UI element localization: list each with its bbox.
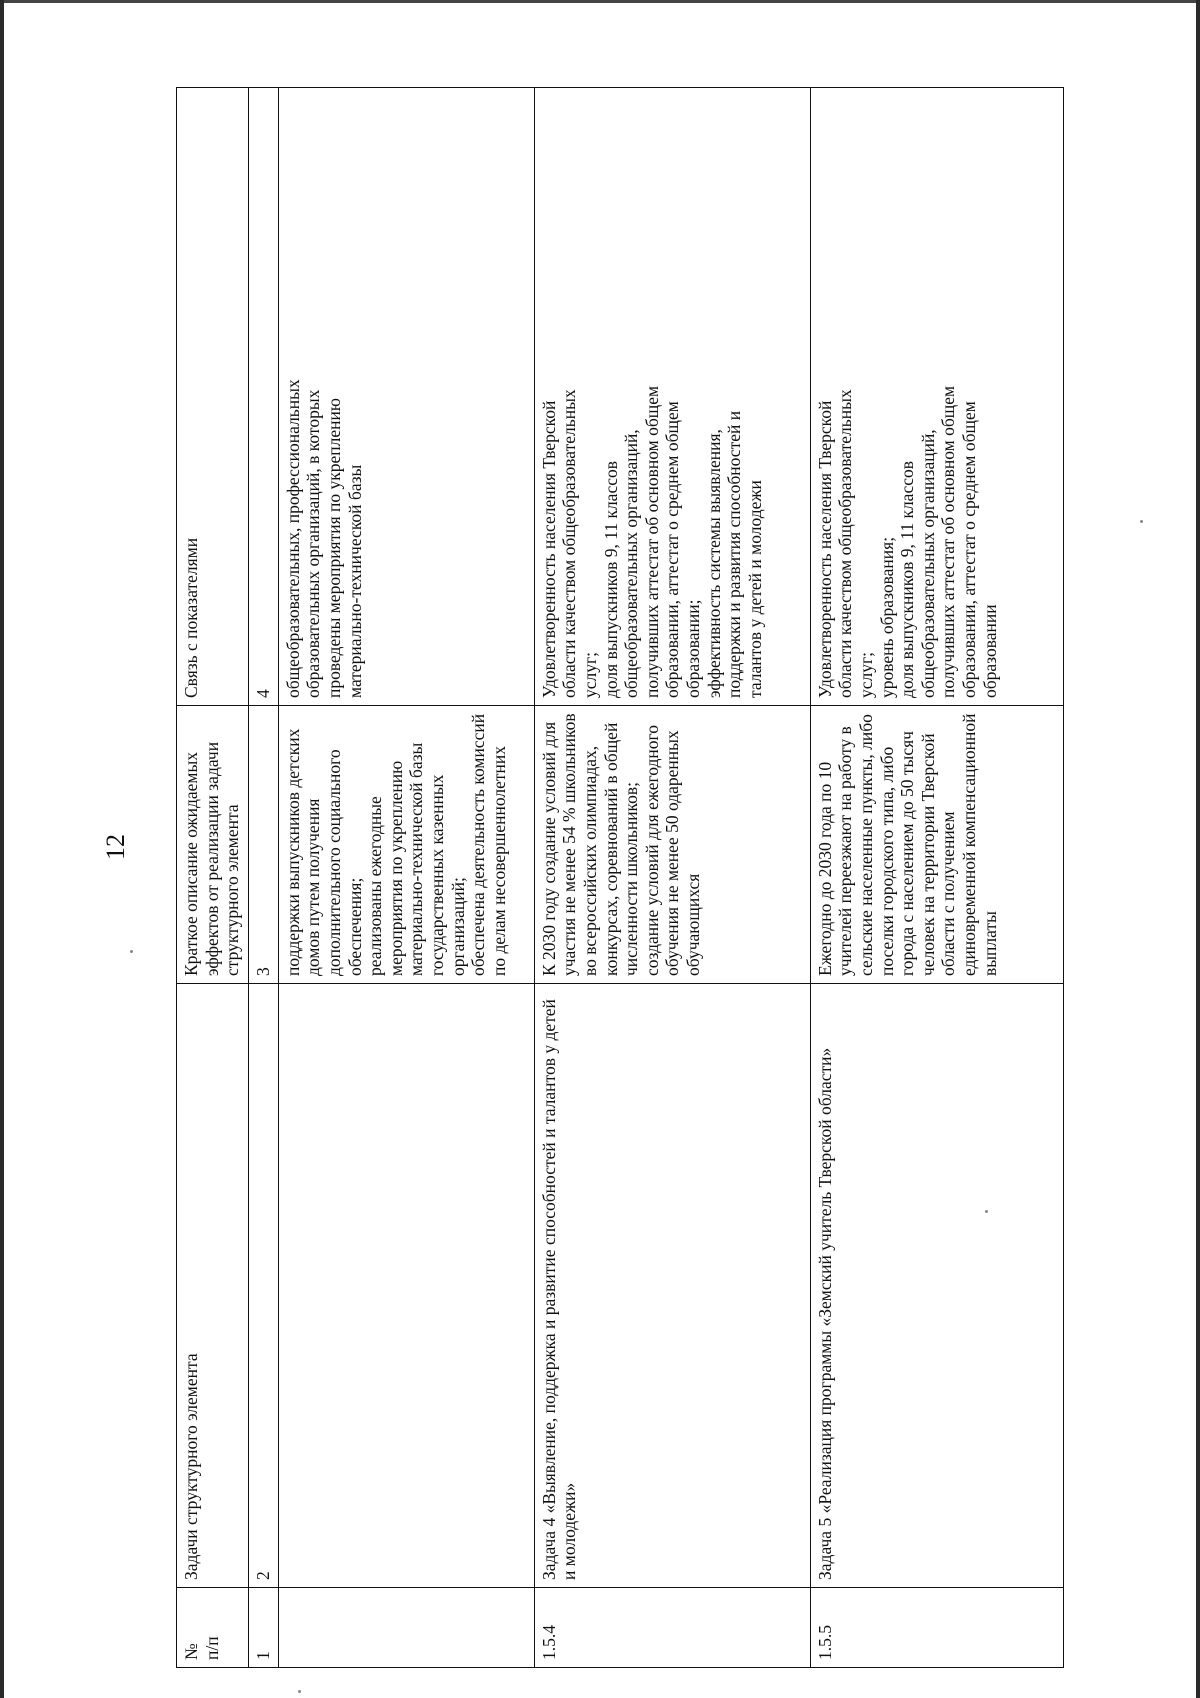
row-effects (534, 706, 810, 984)
table-header-row (177, 88, 249, 1668)
header-number (177, 1588, 249, 1668)
indicators-line: образовании, аттестат о среднем общем (959, 401, 980, 698)
effects-line: учителей переезжают на работу в (835, 726, 856, 976)
effects-line: во всероссийских олимпиадах, (579, 745, 600, 976)
indicators-line: общеобразовательных, профессиональных (282, 379, 303, 698)
indicators-line: получивших аттестат об основном общем (938, 385, 959, 698)
scan-speck (130, 950, 133, 953)
indicators-line: получивших аттестат об основном общем (641, 385, 662, 698)
row-indicators (534, 88, 810, 706)
scan-speck (1140, 520, 1143, 523)
page-number: 12 (101, 834, 130, 860)
header-effects-line: структурного элемента (222, 804, 243, 976)
indicators-line: образовании, аттестат о среднем общем (662, 401, 683, 698)
row-indicators (278, 88, 534, 706)
effects-line: мероприятия по укреплению (385, 760, 406, 976)
row-number: 1.5.4 (534, 1588, 810, 1668)
header-effects-line: Краткое описание ожидаемых (181, 752, 201, 976)
column-number-row (249, 88, 279, 1668)
row-effects (810, 706, 1063, 984)
indicators-line: поддержки и развития способностей и (724, 410, 745, 698)
row-indicators (810, 88, 1063, 706)
header-number-line: № (181, 1643, 201, 1660)
effects-line: выплаты (979, 911, 1000, 976)
effects-line: области с получением (938, 811, 959, 976)
scan-edge-right (1196, 0, 1200, 1698)
effects-line: обучения не менее 50 одаренных (662, 730, 683, 976)
effects-line: поддержки выпускников детских (282, 728, 303, 976)
effects-line: единовременной компенсационной (959, 713, 980, 976)
effects-line: обеспечена деятельность комиссий (468, 713, 489, 976)
effects-line: материально-технической базы (406, 742, 427, 976)
effects-line: домов путем получения (303, 798, 324, 976)
column-number: 1 (249, 1588, 279, 1668)
indicators-line: образовательных организаций, в которых (303, 389, 324, 698)
indicators-table (176, 87, 1064, 1668)
row-number (278, 1588, 534, 1668)
indicators-line: общеобразовательных организаций, (917, 429, 938, 698)
indicators-line: доля выпускников 9, 11 классов (897, 461, 918, 698)
table-row (534, 88, 810, 1668)
indicators-line: талантов у детей и молодежи (745, 480, 766, 698)
indicators-line: проведены мероприятия по укреплению (323, 398, 344, 698)
effects-line: человек на территории Тверской (917, 733, 938, 976)
table-row (810, 88, 1063, 1668)
indicators-line: услуг; (579, 651, 600, 698)
indicators-line: эффективность системы выявления, (703, 429, 724, 698)
column-number: 4 (249, 88, 279, 706)
indicators-line: образовании; (683, 599, 704, 698)
header-indicators: Связь с показателями (177, 88, 249, 706)
indicators-line: области качеством общеобразовательных (835, 389, 856, 698)
effects-line: реализованы ежегодные (365, 796, 386, 976)
effects-line: города с населением до 50 тысяч (897, 731, 918, 976)
header-effects-line: эффектов от реализации задачи (201, 741, 222, 976)
effects-line: обеспечения; (344, 877, 365, 976)
row-task (278, 984, 534, 1588)
effects-line: поселки городского типа, либо (876, 746, 897, 976)
indicators-line: общеобразовательных организаций, (621, 429, 642, 698)
column-number: 3 (249, 706, 279, 984)
effects-line: участия не менее 54 % школьников (559, 713, 580, 976)
scan-edge-top (0, 0, 1200, 3)
effects-line: Ежегодно до 2030 года по 10 (814, 761, 835, 976)
header-effects (177, 706, 249, 984)
row-number: 1.5.5 (810, 1588, 1063, 1668)
indicators-line: Удовлетворенность населения Тверской (814, 400, 835, 698)
effects-line: конкурсах, соревнований в общей (600, 722, 621, 976)
indicators-line: Удовлетворенность населения Тверской (538, 400, 559, 698)
effects-line: К 2030 году создание условий для (538, 721, 559, 976)
scan-speck (298, 1690, 301, 1693)
indicators-line: доля выпускников 9, 11 классов (600, 461, 621, 698)
indicators-line: материально-технической базы (344, 464, 365, 698)
effects-line: обучающихся (683, 873, 704, 976)
indicators-line: услуг; (855, 651, 876, 698)
indicators-line: уровень образования; (876, 536, 897, 698)
effects-line: создание условий для ежегодного (641, 725, 662, 976)
indicators-line: образовании (979, 604, 1000, 698)
row-task: Задача 4 «Выявление, поддержка и развитие способностей и талантов у детей и молодежи» (534, 984, 810, 1588)
effects-line: государственных казенных (427, 774, 448, 976)
scan-edge-left (0, 0, 4, 1698)
table-row (278, 88, 534, 1668)
effects-line: численности школьников; (621, 781, 642, 976)
rotated-table-container (176, 88, 1064, 1668)
header-number-line: п/п (201, 1636, 222, 1660)
column-number: 2 (249, 984, 279, 1588)
row-task: Задача 5 «Реализация программы «Земский учитель Тверской области» (810, 984, 1063, 1588)
row-effects (278, 706, 534, 984)
effects-line: сельские населенные пункты, либо (855, 714, 876, 976)
effects-line: дополнительного социального (323, 749, 344, 976)
effects-line: организаций; (447, 877, 468, 976)
effects-line: по делам несовершеннолетних (489, 746, 510, 976)
indicators-line: области качеством общеобразовательных (559, 389, 580, 698)
header-tasks: Задачи структурного элемента (177, 984, 249, 1588)
